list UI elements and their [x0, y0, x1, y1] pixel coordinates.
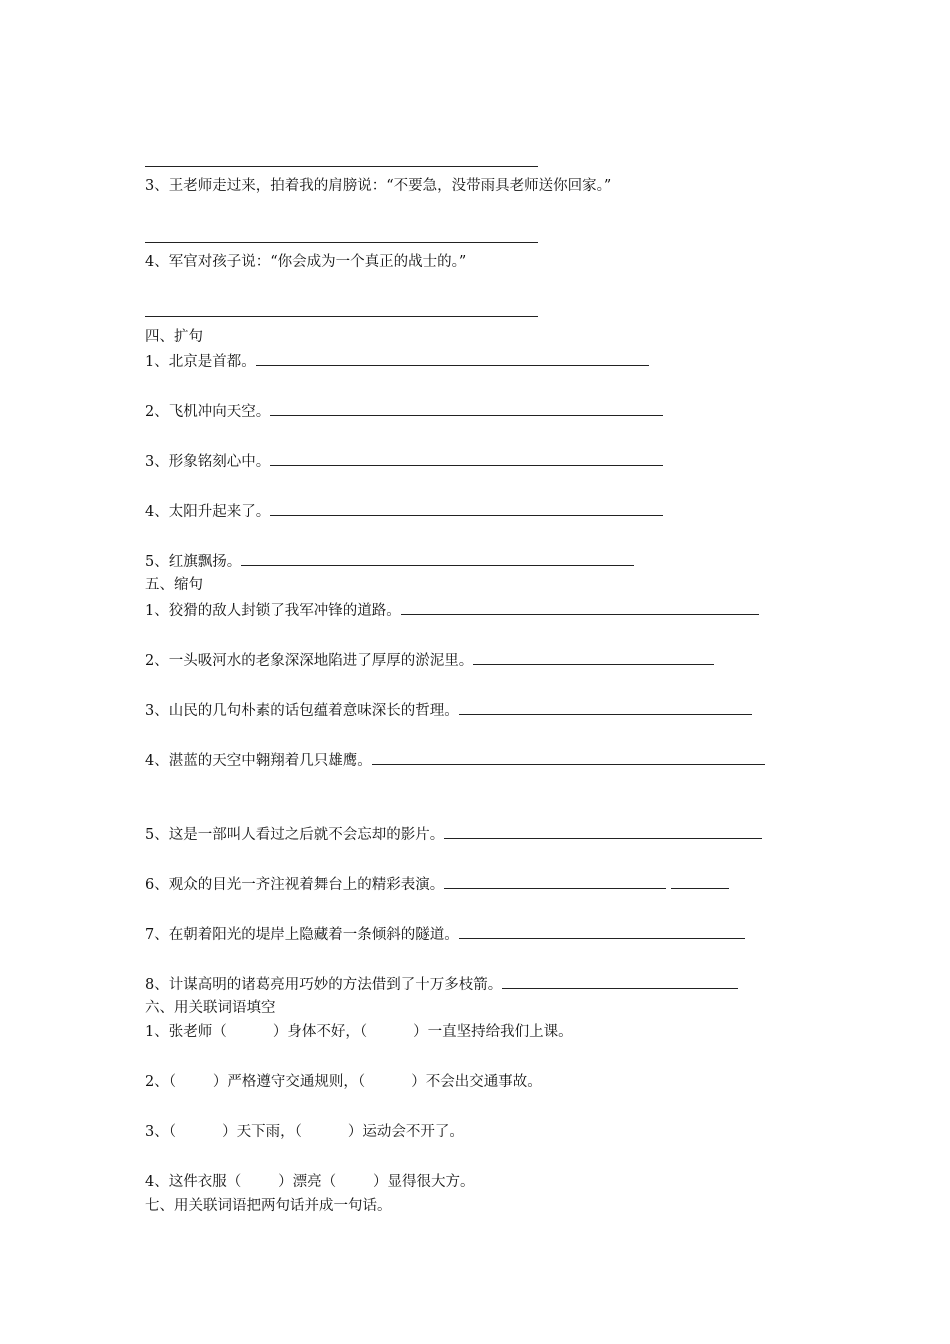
answer-line[interactable] — [145, 242, 538, 243]
item-text: 5、这是一部叫人看过之后就不会忘却的影片。 — [145, 827, 445, 843]
section5-heading: 五、缩句 — [145, 577, 203, 593]
list-item — [145, 351, 649, 372]
item-text: 3、形象铭刻心中。 — [145, 454, 271, 470]
section6-heading: 六、用关联词语填空 — [145, 1000, 276, 1016]
answer-blank[interactable] — [401, 600, 759, 615]
item-text: 7、在朝着阳光的堤岸上隐藏着一条倾斜的隧道。 — [145, 927, 459, 943]
answer-blank[interactable] — [372, 750, 765, 765]
item-text: 1、狡猾的敌人封锁了我军冲锋的道路。 — [145, 603, 401, 619]
answer-line[interactable] — [145, 316, 538, 317]
list-item — [145, 551, 634, 572]
answer-blank[interactable] — [270, 501, 663, 516]
answer-blank[interactable] — [473, 650, 714, 665]
answer-blank[interactable] — [444, 824, 762, 839]
item-text: 2、飞机冲向天空。 — [145, 404, 271, 420]
list-item — [145, 974, 738, 995]
list-item — [145, 501, 663, 522]
answer-blank[interactable] — [270, 451, 663, 466]
item-text: 4、太阳升起来了。 — [145, 504, 271, 520]
section3-item4: 4、军官对孩子说：“你会成为一个真正的战士的。” — [145, 254, 467, 270]
list-item — [145, 700, 752, 721]
item-text: 1、北京是首都。 — [145, 354, 256, 370]
item-text: 4、湛蓝的天空中翱翔着几只雄鹰。 — [145, 753, 372, 769]
item-text: 8、计谋高明的诸葛亮用巧妙的方法借到了十万多枝箭。 — [145, 977, 503, 993]
list-item — [145, 924, 745, 945]
item-text: 3、山民的几句朴素的话包蕴着意味深长的哲理。 — [145, 703, 459, 719]
list-item — [145, 650, 714, 671]
list-item: 4、这件衣服（ ）漂亮（ ）显得很大方。 — [145, 1174, 475, 1190]
list-item — [145, 750, 765, 771]
answer-blank[interactable] — [671, 874, 729, 889]
list-item: 2、（ ）严格遵守交通规则，（ ）不会出交通事故。 — [145, 1074, 542, 1090]
answer-line[interactable] — [145, 166, 538, 167]
answer-blank[interactable] — [459, 700, 752, 715]
list-item — [145, 600, 759, 621]
item-text: 2、一头吸河水的老象深深地陷进了厚厚的淤泥里。 — [145, 653, 474, 669]
list-item — [145, 401, 663, 422]
answer-blank[interactable] — [270, 401, 663, 416]
list-item: 1、张老师（ ）身体不好，（ ）一直坚持给我们上课。 — [145, 1024, 573, 1040]
answer-blank[interactable] — [241, 551, 634, 566]
item-text: 6、观众的目光一齐注视着舞台上的精彩表演。 — [145, 877, 445, 893]
item-text: 5、红旗飘扬。 — [145, 554, 242, 570]
section7-heading: 七、用关联词语把两句话并成一句话。 — [145, 1198, 392, 1214]
answer-blank[interactable] — [502, 974, 738, 989]
list-item — [145, 874, 729, 895]
answer-blank[interactable] — [459, 924, 745, 939]
answer-blank[interactable] — [256, 351, 649, 366]
list-item — [145, 824, 762, 845]
section3-item3: 3、王老师走过来，拍着我的肩膀说：“不要急，没带雨具老师送你回家。” — [145, 178, 612, 194]
answer-blank[interactable] — [444, 874, 666, 889]
list-item — [145, 451, 663, 472]
list-item: 3、（ ）天下雨，（ ）运动会不开了。 — [145, 1124, 464, 1140]
section4-heading: 四、扩句 — [145, 329, 203, 345]
